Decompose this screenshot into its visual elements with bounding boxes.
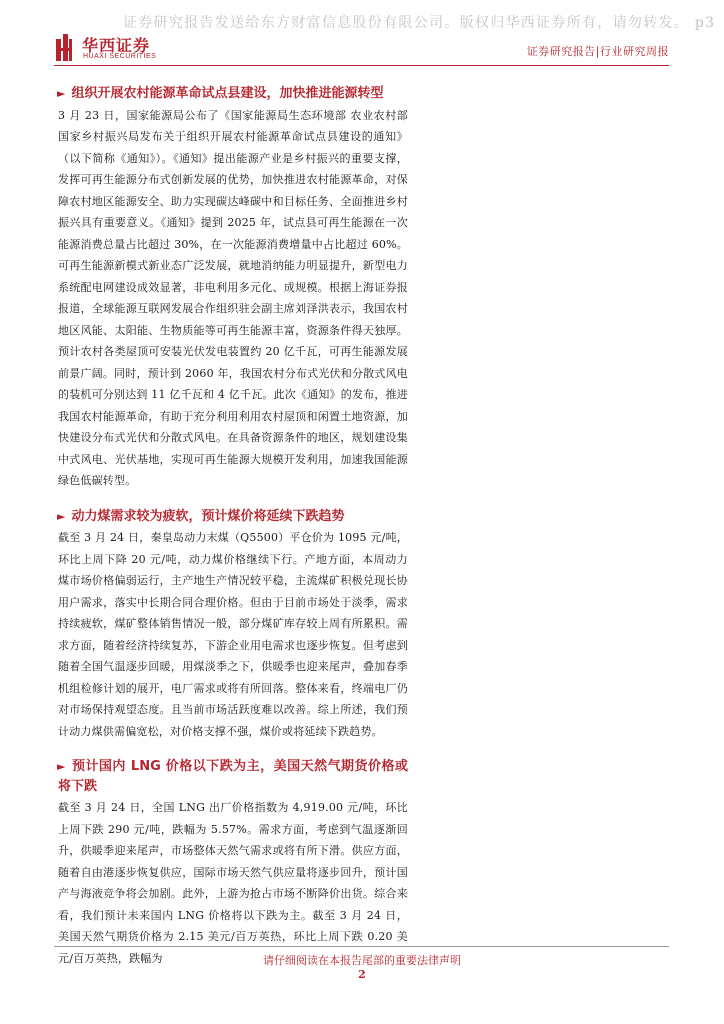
brand-logo [54, 33, 194, 63]
section-arrow-icon: ► [57, 509, 66, 523]
section-body-rural-energy: 3 月 23 日，国家能源局公布了《国家能源局生态环境部 农业农村部 国家乡村振兴局发布关于组织开展农村能源革命试点县建设的通知》（以下简称《通知》）。《通知》提出能源产业是乡村振兴的重要支撑，发挥可再生能源分布式创新发展的优势，加快推进农村能源革命，对保障农村地区能源安全、助力实现碳达峰碳中和目标任务、全面推进乡村振兴具有重要意义。《通知》提到 2025 年，试点县可再生能源在一次能源消费总量占比超过 30%，在一次能源消费增量中占比超过 60%。可再生能源新模式新业态广泛发展，就地消纳能力明显提升，新型电力系统配电网建设成效显著，非电利用多元化、成规模。根据上海证券报报道，全球能源互联网发展合作组织驻会副主席刘泽洪表示，我国农村地区风能、太阳能、生物质能等可再生能源丰富，资源条件得天独厚。预计农村各类屋顶可安装光伏发电装置约 20 亿千瓦，可再生能源发展前景广阔。同时，预计到 2060 年，我国农村分布式光伏和分散式风电的装机可分别达到 11 亿千瓦和 4 亿千瓦。此次《通知》的发布，推进我国农村能源革命，有助于充分利用利用农村屋顶和闲置土地资源，加快建设分布式光伏和分散式风电。在具备资源条件的地区，规划建设集中式风电、光伏基地，实现可再生能源大规模开发利用，加速我国能源绿色低碳转型。 [58, 108, 408, 487]
section-title-thermal-coal [58, 507, 408, 527]
section-title-text: 预计国内 LNG 价格以下跌为主，美国天然气期货价格或将下跌 [58, 759, 408, 794]
section-arrow-icon: ► [57, 87, 66, 100]
section-arrow-icon: ► [57, 760, 66, 773]
section-title-text: 组织开展农村能源革命试点县建设，加快推进能源转型 [71, 86, 384, 101]
section-title-text: 动力煤需求较为疲软，预计煤价将延续下跌趋势 [71, 508, 345, 524]
section-title-lng [58, 757, 408, 796]
legal-disclaimer-note: 请仔细阅读在本报告尾部的重要法律声明 [263, 954, 461, 967]
header-divider [54, 65, 669, 66]
watermark-text: 证券研究报告发送给东方财富信息股份有限公司。版权归华西证券所有，请勿转发。 p3 [123, 15, 716, 31]
page-number: 2 [358, 968, 366, 981]
section-title-rural-energy [58, 84, 408, 104]
report-body [58, 84, 408, 969]
huaxi-logo-icon [54, 33, 74, 63]
section-body-thermal-coal: 截至 3 月 24 日，秦皇岛动力末煤（Q5500）平仓价为 1095 元/吨，环比上周下降 20 元/吨，动力煤价格继续下行。产地方面，本周动力煤市场价格偏弱运行，主产地生产情况较平稳，主流煤矿积极兑现长协用户需求，落实中长期合同合理价格。但由于目前市场处于淡季，需求持续疲软，煤矿整体销售情况一般，部分煤矿库存较上周有所累积。需求方面，随着经济持续复苏，下游企业用电需求也逐步恢复。但考虑到随着全国气温逐步回暖，用煤淡季之下，供暖季也迎来尾声，叠加春季机组检修计划的展开，电厂需求或将有所回落。整体来看，终端电厂仍对市场保持观望态度。且当前市场活跃度难以改善。综上所述，我们预计动力煤供需偏宽松，对价格支撑不强，煤价或将延续下跌趋势。 [58, 531, 408, 738]
section-body-lng: 截至 3 月 24 日，全国 LNG 出厂价格指数为 4,919.00 元/吨，环比上周下跌 290 元/吨，跌幅为 5.57%。需求方面，考虑到气温逐渐回升，供暖季迎来尾声，市场整体天然气需求或将有所下滑。供应方面，随着自由港逐步恢复供应，国际市场天然气供应量将逐步回升，预计国产与海液竞争将会加剧。此外，上游为抢占市场不断降价出货。综合来看，我们预计未来国内 LNG 价格将以下跌为主。截至 3 月 24 日，美国天然气期货价格为 2.15 美元/百万英热，环比上周下跌 0.20 美元/百万英热，跌幅为 [58, 801, 408, 965]
report-type-label: 证券研究报告|行业研究周报 [526, 45, 669, 58]
footer-divider [54, 946, 669, 947]
brand-name-en: HUAXI SECURITIES [83, 53, 157, 60]
brand-name-cn: 华西证券 [82, 36, 151, 55]
